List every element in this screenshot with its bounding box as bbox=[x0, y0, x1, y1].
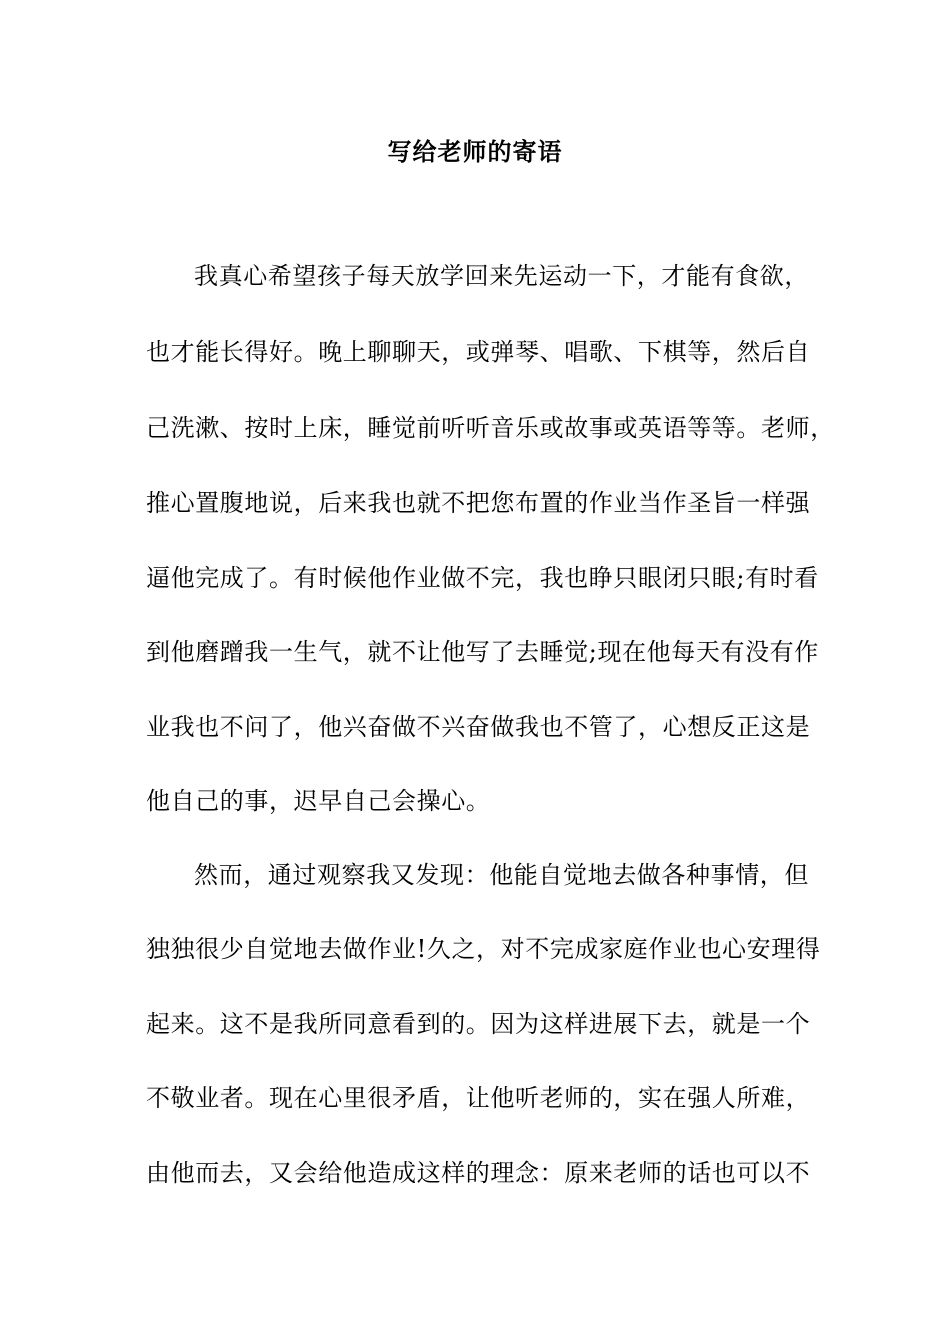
paragraph-1-line-6: 到他磨蹭我一生气，就不让他写了去睡觉;现在他每天有没有作 bbox=[146, 638, 819, 666]
paragraph-1-line-3: 己洗漱、按时上床，睡觉前听听音乐或故事或英语等等。老师， bbox=[146, 414, 835, 442]
paragraph-1-line-8: 他自己的事，迟早自己会操心。 bbox=[146, 787, 491, 815]
paragraph-2-line-2: 独独很少自觉地去做作业!久之，对不完成家庭作业也心安理得 bbox=[146, 935, 821, 963]
paragraph-2-line-1: 然而，通过观察我又发现：他能自觉地去做各种事情，但 bbox=[194, 861, 809, 889]
paragraph-2-line-5: 由他而去，又会给他造成这样的理念：原来老师的话也可以不 bbox=[146, 1159, 811, 1187]
paragraph-1-line-5: 逼他完成了。有时候他作业做不完，我也睁只眼闭只眼;有时看 bbox=[146, 564, 819, 592]
paragraph-1-line-4: 推心置腹地说，后来我也就不把您布置的作业当作圣旨一样强 bbox=[146, 489, 811, 517]
paragraph-1-line-1: 我真心希望孩子每天放学回来先运动一下，才能有食欲， bbox=[194, 262, 809, 290]
document-title: 写给老师的寄语 bbox=[387, 137, 563, 166]
paragraph-2-line-3: 起来。这不是我所同意看到的。因为这样进展下去，就是一个 bbox=[146, 1010, 811, 1038]
paragraph-1-line-2: 也才能长得好。晚上聊聊天，或弹琴、唱歌、下棋等，然后自 bbox=[146, 338, 811, 366]
paragraph-2-line-4: 不敬业者。现在心里很矛盾，让他听老师的，实在强人所难， bbox=[146, 1084, 811, 1112]
paragraph-1-line-7: 业我也不问了，他兴奋做不兴奋做我也不管了，心想反正这是 bbox=[146, 713, 811, 741]
